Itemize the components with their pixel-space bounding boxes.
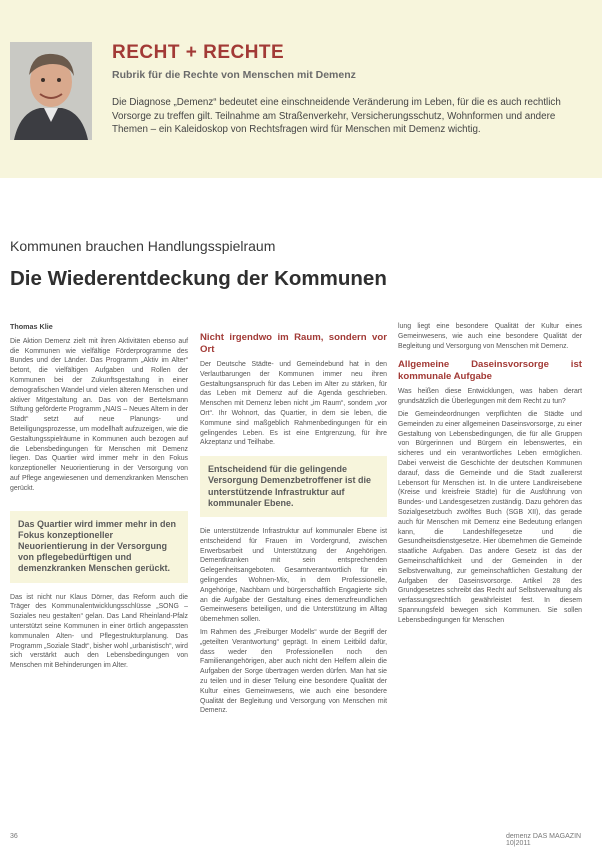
pull-quote: Entscheidend für die gelingende Versorgung Demenzbetroffener ist die unterstützende Infrastruktur auf kommunaler Ebene. xyxy=(200,456,387,517)
article-paragraph: Die Gemeindeordnungen verpflichten die Städte und Gemeinden zu einer allgemeinen Daseinsvorsorge, zu einer Gestaltung von Lebensbedingungen, die für alle Gruppen von Bürgerinnen und Bürgern ein lebenswertes, ein sicheres und ein verantwortliches Leben ermöglichen. Dabei verweist die Geschichte der deutschen Kommunen darauf, dass die Gemeinde und die Stadt zuallererst Lebensort für Menschen ist. In die untere Landkreisebene (Kreise und kreisfreie Städte) für die Ausführung von Bundes- und Landesgesetzen zuständig. Dazu gehören das Sozialgesetzbuch zwölftes Buch (SGB XII), das gerade auch für Menschen mit Demenz eine Bedeutung erlangen kann, die Landeshilfegesetze und die Gesundheitsdienstgesetze. Hier übernehmen die Gemeinde staatliche Aufgaben. Das andere Gesetz ist das der Gemeinschaftlichkeit und der Gemeinden in der Selbstverwaltung, zur gemeinschaftlichen Gestaltung der Aufgaben der Daseinsvorsorge. Artikel 28 des Grundgesetzes schreibt das Recht auf Selbstverwaltung als verfassungsrechtlich gewährleistet fest. In diesem Spannungsfeld bewegen sich Kommunen. Sie sollen Lebensbedingungen für Menschen xyxy=(398,410,582,624)
article-author: Thomas Klie xyxy=(10,322,53,331)
author-portrait xyxy=(10,42,92,140)
article-kicker: Kommunen brauchen Handlungsspielraum xyxy=(10,238,276,254)
page-number: 36 xyxy=(10,833,18,840)
section-subhead: Nicht irgendwo im Raum, sondern vor Ort xyxy=(200,332,387,355)
article-paragraph: Was heißen diese Entwicklungen, was haben derart grundsätzlich die Überlegungen mit dem Recht zu tun? xyxy=(398,388,582,406)
article-paragraph: Der Deutsche Städte- und Gemeindebund hat in den Verlautbarungen der Kommunen immer neu ihren Gestaltungsanspruch für das Leben im Alter zu stärken, für das Leben mit Demenz auf die Agenda geschrieben. Menschen mit Demenz leben nicht „im Raum“, sondern „vor Ort“. Ihr Wohnort, das Quartier, in dem sie leben, die Kommune sind maßgeblich Rahmenbedingungen für ein gelingendes Leben. Es ist eine Entgrenzung, für ihre Akzeptanz und Teilhabe. xyxy=(200,361,387,447)
article-column-2 xyxy=(200,332,387,719)
rubric-intro: Die Diagnose „Demenz“ bedeutet eine einschneidende Veränderung im Leben, für die es auch rechtlich Vorsorge zu treffen gilt. Teilnahme am Straßenverkehr, Versicherungsschutz, Wohnformen und andere Themen – ein Kaleidoskop von Rechtsfragen wird für Menschen mit Demenz wichtig. xyxy=(112,97,561,135)
article-paragraph: Die unterstützende Infrastruktur auf kommunaler Ebene ist entscheidend für Frauen im Vordergrund, zwischen Erwerbsarbeit und Unterstützung der Angehörigen. Dementkranken mit sein entsprechenden Gelegenheitsangeboten. Gesamtverantwortlich für ein gelingendes Wohnen-Mix, in dem Professionelle, Angehörige, Nachbarn und bürgerschaftlich Engagierte sich an die Aufgabe der Gestaltung eines demenzfreundlichen Gemeinwesens beteiligen, und die Unterstützung im Alltag übernehmen sollen. xyxy=(200,527,387,624)
article-paragraph: Das ist nicht nur Klaus Dörner, das Reform auch die Träger des Kommunalentwicklungsschlüsse „SONG – Soziales neu gestalten“ gelan. Das Land Rheinland-Pfalz unterstützt seine Kommunen in einer örtlich angepassten kommunalen Alten- und Pflegestrukturplanung. Das Programm „Soziale Stadt“, bisher wohl „urbanistisch“, wird sich verstärkt auch den Lebensbedingungen von Menschen mit Behinderungen im Alter. xyxy=(10,593,188,670)
article-paragraph: lung liegt eine besondere Qualität der Kultur eines Gemeinwesens, wie auch eine besondere Qualität der Begleitung und Versorgung von Menschen mit Demenz. xyxy=(398,323,582,350)
article-paragraph: Die Aktion Demenz zielt mit ihren Aktivitäten ebenso auf die Kommunen wie vielfältige Förderprogramme des Bundes und der Länder. Das Programm „Aktiv im Alter“ betont, die vielfältigen Aufgaben und Rollen der Kommunen bei der Zukunftsgestaltung in einer demografischen Wandel und vielen älteren Menschen und aktiver Mitgestaltung an. Das von der Bertelsmann Stiftung geförderte Programm „NAIS – Neues Altern in der Stadt“ setzt auf neue Planungs- und Beteiligungsprozesse, um modellhaft aufzuzeigen, wie die Gestaltungsspielräume in Kommunen auch bezogen auf die Lebensbedingungen für Menschen mit Demenz liegen. Das Quartier wird immer mehr in den Fokus konzeptioneller Neuorientierung in der Versorgung von auf Pflege angewiesenen und demenzkranken Menschen gerückt. xyxy=(10,337,188,492)
pull-quote: Das Quartier wird immer mehr in den Fokus konzeptioneller Neuorientierung in der Versorgung von pflegebedürftigen und demenzkranken Menschen gerückt. xyxy=(10,511,188,583)
article-paragraph: Im Rahmen des „Freiburger Modells“ wurde der Begriff der „geteilten Verantwortung“ geprägt. In einem Leitbild dafür, dass weder den Professionellen noch den Familienangehörigen, aber auch nicht den Helfern allein die Aufgaben der Sorge übertragen werden dürfen. Man hat sie zu teilen und in dieser Teilung eine besondere Qualität der Kultur eines Gemeinwesens, wie auch eine besondere Qualität der Begleitung und Versorgung von Menschen mit Demenz. xyxy=(200,628,387,715)
rubric-header xyxy=(0,0,602,178)
article-column-1 xyxy=(10,322,188,674)
rubric-subtitle: Rubrik für die Rechte von Menschen mit Demenz xyxy=(112,69,356,81)
article-column-3 xyxy=(398,322,582,629)
issue-label: demenz DAS MAGAZIN 10|2011 xyxy=(506,833,582,847)
section-subhead: Allgemeine Daseinsvorsorge ist kommunale Aufgabe xyxy=(398,359,582,382)
rubric-title: RECHT + RECHTE xyxy=(112,42,285,63)
article-headline: Die Wiederentdeckung der Kommunen xyxy=(10,267,387,290)
